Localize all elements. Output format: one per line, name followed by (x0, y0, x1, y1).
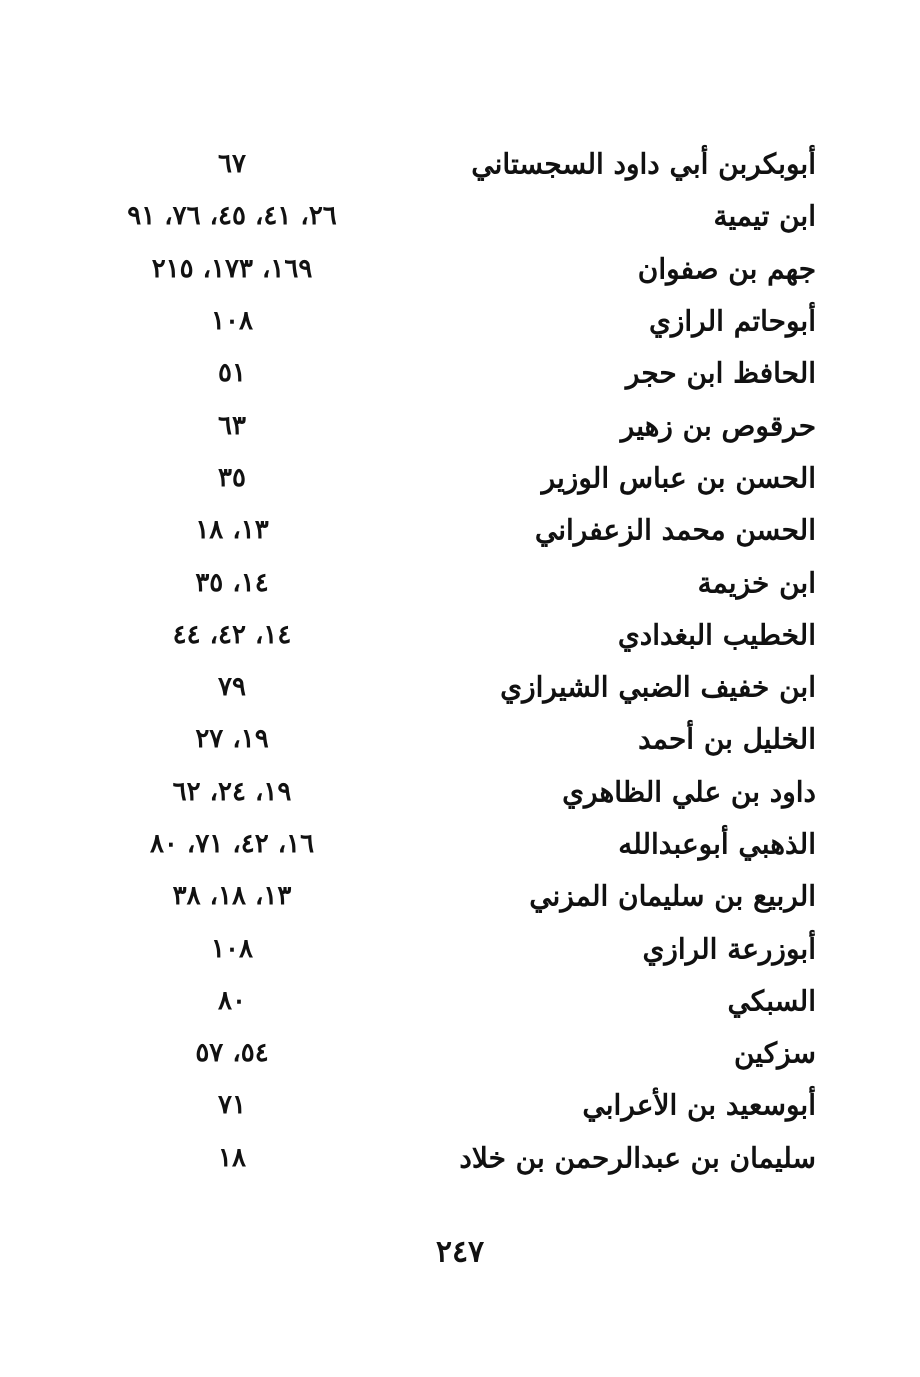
entry-name: أبوزرعة الرازي (642, 932, 816, 966)
entry-name: السبكي (727, 984, 816, 1018)
entry-page-refs: ١٩، ٢٤، ٦٢ (172, 776, 292, 807)
entry-page-refs: ٧٩ (218, 672, 246, 703)
entry-name: أبوبكربن أبي داود السجستاني (471, 147, 816, 181)
index-entry (0, 452, 920, 504)
index-entry (0, 347, 920, 399)
entry-page-refs: ١٩، ٢٧ (195, 724, 269, 755)
entry-page-refs: ٥١ (218, 358, 246, 389)
index-entry (0, 190, 920, 242)
entry-name: سزكين (733, 1036, 816, 1070)
index-entry (0, 609, 920, 661)
entry-page-refs: ٢٦، ٤١، ٤٥، ٧٦، ٩١ (127, 201, 337, 232)
entry-page-refs: ٦٣ (218, 410, 246, 441)
entry-page-refs: ١٣، ١٨ (195, 515, 269, 546)
entry-name: سليمان بن عبدالرحمن بن خلاد (459, 1141, 816, 1175)
index-entry (0, 1079, 920, 1131)
entry-page-refs: ١٨ (218, 1142, 246, 1173)
entry-name: الخطيب البغدادي (617, 618, 816, 652)
index-entry (0, 399, 920, 451)
entry-name: الخليل بن أحمد (638, 722, 816, 756)
index-entry (0, 243, 920, 295)
entry-name: الحسن بن عباس الوزير (541, 461, 816, 495)
name-index-list (0, 138, 920, 1184)
entry-name: داود بن علي الظاهري (562, 775, 816, 809)
entry-page-refs: ٧١ (218, 1090, 246, 1121)
entry-name: الحسن محمد الزعفراني (534, 513, 816, 547)
entry-name: الربيع بن سليمان المزني (529, 879, 816, 913)
entry-name: ابن خزيمة (697, 566, 816, 600)
index-entry (0, 766, 920, 818)
index-entry (0, 1132, 920, 1184)
entry-page-refs: ٣٥ (218, 462, 246, 493)
entry-page-refs: ٥٤، ٥٧ (195, 1038, 269, 1069)
entry-name: ابن خفيف الضبي الشيرازي (500, 670, 816, 704)
index-entry (0, 295, 920, 347)
page-number: ٢٤٧ (435, 1234, 485, 1270)
entry-page-refs: ٦٧ (218, 149, 246, 180)
entry-name: أبوحاتم الرازي (648, 304, 816, 338)
entry-page-refs: ١٦، ٤٢، ٧١، ٨٠ (149, 829, 315, 859)
entry-name: أبوسعيد بن الأعرابي (582, 1088, 816, 1122)
entry-name: الحافظ ابن حجر (625, 356, 816, 390)
index-entry (0, 713, 920, 765)
index-entry (0, 504, 920, 556)
index-entry (0, 870, 920, 922)
entry-name: حرقوص بن زهير (620, 409, 816, 443)
index-entry (0, 1027, 920, 1079)
entry-page-refs: ٨٠ (218, 985, 246, 1016)
index-entry (0, 556, 920, 608)
entry-page-refs: ١٤، ٣٥ (195, 567, 269, 598)
entry-page-refs: ١٣، ١٨، ٣٨ (172, 881, 292, 912)
index-entry (0, 818, 920, 870)
entry-page-refs: ١٦٩، ١٧٣، ٢١٥ (151, 253, 313, 284)
entry-page-refs: ١٤، ٤٢، ٤٤ (172, 619, 292, 650)
entry-name: جهم بن صفوان (637, 252, 816, 286)
index-entry (0, 138, 920, 190)
index-entry (0, 922, 920, 974)
index-entry (0, 975, 920, 1027)
entry-page-refs: ١٠٨ (211, 306, 253, 337)
entry-name: الذهبي أبوعبدالله (618, 827, 816, 861)
entry-name: ابن تيمية (713, 199, 816, 233)
index-entry (0, 661, 920, 713)
entry-page-refs: ١٠٨ (211, 933, 253, 964)
